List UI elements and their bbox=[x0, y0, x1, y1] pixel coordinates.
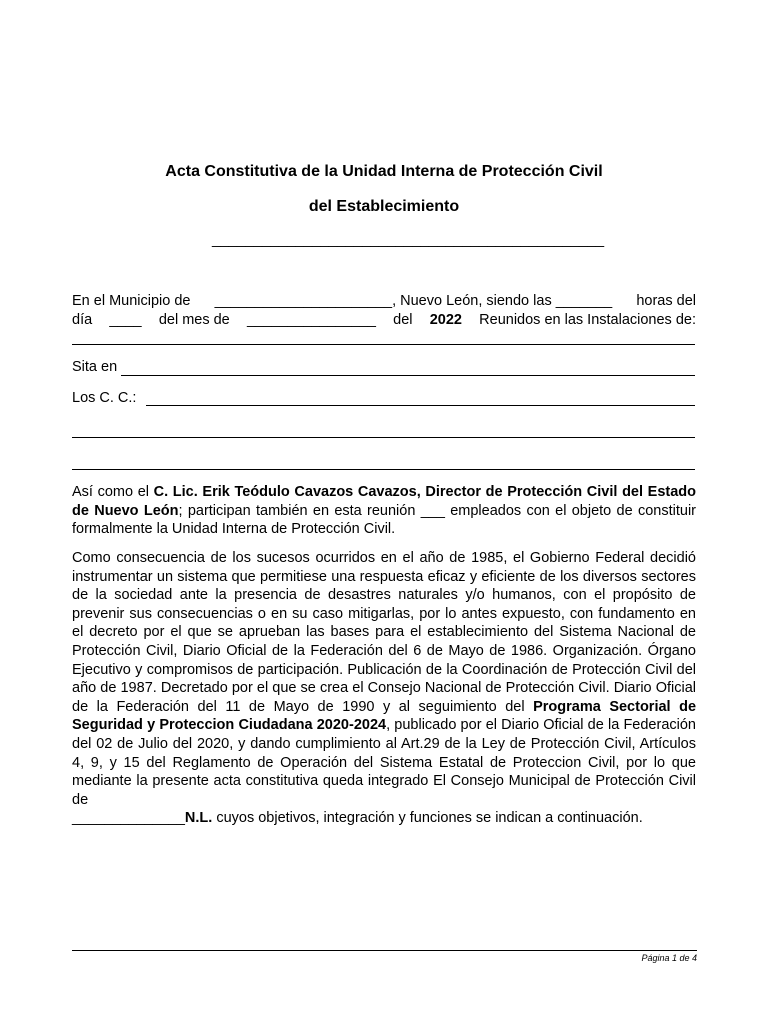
page-number: Página 1 de 4 bbox=[641, 953, 697, 963]
intro-text: del mes de bbox=[158, 311, 230, 328]
background-paragraph bbox=[72, 549, 696, 828]
intro-text: día bbox=[72, 311, 93, 328]
director-text: ; participan también en esta reunión ___ empleados con el objeto de constituir formalmente la Unidad Interna de Protección Civil. bbox=[72, 502, 696, 538]
footer-divider bbox=[72, 950, 697, 951]
intro-text: En el Municipio de bbox=[72, 293, 191, 309]
director-name: C. Lic. Erik Teódulo Cavazos Cavazos, Director de Protección Civil del Estado de Nuevo León bbox=[72, 484, 697, 519]
sita-en-label: Sita en bbox=[72, 359, 118, 375]
background-text: , publicado por el Diario Oficial de la Federación del 02 de Julio del 2020, y dando cumplimiento al Art.29 de la Ley de Protección Civil, Artículos 4, 9, y 15 del Reglamento de Operación del Sistema Estatal de Proteccion Civil, por lo que mediante la presente acta constitutiva queda integrado El Consejo Municipal de Protección Civil de bbox=[72, 717, 696, 808]
director-text: Así como el bbox=[72, 484, 154, 500]
document-title-line1: Acta Constitutiva de la Unidad Interna de Protección Civil bbox=[165, 163, 603, 180]
year-text: 2022 bbox=[429, 311, 462, 328]
cc-label: Los C. C.: bbox=[72, 390, 137, 406]
cc-blank-line bbox=[146, 405, 695, 406]
intro-text: del bbox=[393, 311, 413, 328]
municipality-blank: ______________ bbox=[72, 810, 185, 827]
intro-text: horas del bbox=[636, 293, 696, 309]
intro-line-1 bbox=[72, 292, 696, 311]
program-name: Programa Sectorial de Seguridad y Proteccion Ciudadana 2020-2024 bbox=[72, 698, 697, 734]
installations-blank-line bbox=[72, 344, 695, 345]
cc-blank-line-3 bbox=[72, 469, 695, 470]
intro-text: ______________________, Nuevo León, siendo las _______ bbox=[214, 293, 613, 309]
establishment-name-blank: _______________________________________________ bbox=[212, 231, 605, 248]
document-title-line2: del Establecimiento bbox=[308, 198, 460, 215]
director-paragraph bbox=[72, 483, 696, 539]
intro-text: Reunidos en las Instalaciones de: bbox=[479, 311, 696, 328]
intro-paragraph bbox=[72, 292, 696, 329]
background-text: Como consecuencia de los sucesos ocurridos en el año de 1985, el Gobierno Federal decidió instrumentar un sistema que permitiese una respuesta eficaz y eficiente de los diversos sectores de la sociedad ante la presencia de desastres naturales y/o humanos, con el propósito de prevenir sus consecuencias o en su caso mitigarlas, por lo antes expuesto, con fundamento en el decreto por el que se aprueban las bases para el establecimiento del Sistema Nacional de Protección Civil, Diario Oficial de la Federación del 6 de Mayo de 1986. Organización. Órgano Ejecutivo y compromisos de participación. Publicación de la Coordinación de Protección Civil del año de 1987. Decretado por el que se crea el Consejo Nacional de Protección Civil. Diario Oficial de la Federación del 11 de Mayo de 1990 y al seguimiento del bbox=[72, 550, 696, 715]
state-abbrev: N.L. bbox=[184, 810, 213, 827]
month-blank: ________________ bbox=[246, 311, 376, 328]
cc-blank-line-2 bbox=[72, 437, 695, 438]
background-text: cuyos objetivos, integración y funciones se indican a continuación. bbox=[212, 810, 643, 827]
day-blank: ____ bbox=[109, 311, 142, 328]
intro-line-2 bbox=[72, 311, 696, 330]
sita-en-blank-line bbox=[121, 375, 695, 376]
